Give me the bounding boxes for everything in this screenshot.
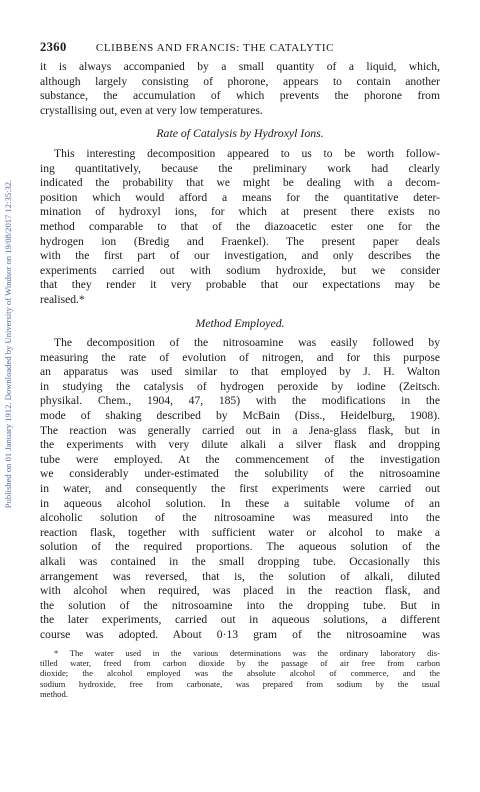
footnote-line: tilled water, freed from carbon dioxide by the passage of air free from carbon [40, 657, 440, 668]
section-heading-rate-of-catalysis: Rate of Catalysis by Hydroxyl Ions. [156, 126, 324, 141]
text-line: the experiments with very dilute alkali a silver flask and dropping [40, 438, 440, 452]
text-line: experiments carried out with sodium hydroxide, but we consider [40, 263, 440, 277]
download-watermark-text: Published on 01 January 1912. Downloaded by University of Windsor on 19/08/2017 12:35:32. [3, 179, 14, 509]
text-line: crystallising out, even at very low temperatures. [40, 103, 263, 117]
section-heading-method-employed: Method Employed. [195, 315, 285, 330]
text-line: reaction flask, together with sufficient water or alcohol to make a [40, 525, 440, 539]
text-line: measuring the rate of evolution of nitrogen, and for this purpose [40, 350, 440, 364]
paragraph-2 [40, 147, 440, 308]
text-line: ing quantitatively, because the preliminary work had clearly [40, 161, 440, 175]
running-title: CLIBBENS AND FRANCIS: THE CATALYTIC [95, 42, 335, 54]
page-number: 2360 [40, 40, 67, 54]
text-line: the later experiments, carried out in aqueous solutions, a different [40, 613, 440, 627]
download-watermark [2, 84, 14, 604]
text-line: with alcohol when required, was placed in the reaction flask, and [40, 584, 440, 598]
footnote [40, 648, 440, 700]
text-line: in studying the catalysis of hydrogen peroxide by iodine (Zeitsch. [40, 379, 440, 393]
text-line: that they render it very probable that our expectations may be [40, 278, 440, 292]
footnote-line: sodium hydroxide, free from carbonate, was prepared from sodium by the usual [40, 678, 440, 689]
text-line: substance, the accumulation of which prevents the phorone from [40, 89, 440, 103]
text-line: in aqueous alcohol solution. In these a suitable volume of an [40, 496, 440, 510]
footnote-line: * The water used in the various determinations was the ordinary laboratory dis- [54, 647, 440, 658]
text-line: method comparable to that of the diazoacetic ester one for the [40, 219, 440, 233]
text-line: mination of hydroxyl ions, for which at present there exists no [40, 205, 440, 219]
text-line: course was adopted. About 0·13 gram of the nitrosoamine was [40, 627, 440, 641]
text-line: realised.* [40, 292, 85, 306]
text-line: with the first part of our investigation, and only describes the [40, 249, 440, 263]
text-line: indicated the probability that we might be dealing with a decom- [40, 176, 440, 190]
text-line: in water, and consequently the first experiments were carried out [40, 482, 440, 496]
footnote-line: dioxide; the alcohol employed was the absolute alcohol of commerce, and the [40, 668, 440, 679]
text-line: position which would afford a means for the quantitative deter- [40, 190, 440, 204]
text-line: hydrogen ion (Bredig and Fraenkel). The present paper deals [40, 234, 440, 248]
text-line: alkali was contained in the small dropping tube. Occasionally this [40, 555, 440, 568]
text-line: tube were employed. At the commencement of the investigation [40, 452, 440, 466]
text-line: physikal. Chem., 1904, 47, 185) with the modifications in the [40, 394, 440, 408]
text-line: solution of the required proportions. The aqueous solution of the [40, 540, 440, 554]
article-body [40, 60, 440, 700]
text-line: arrangement was reversed, that is, the solution of alkali, diluted [40, 569, 440, 583]
text-line: the solution of the nitrosoamine into the dropping tube. But in [40, 598, 440, 612]
text-line: it is always accompanied by a small quantity of a liquid, which, [40, 60, 440, 73]
footnote-line: method. [40, 689, 68, 700]
text-line: mode of shaking described by McBain (Diss., Heidelburg, 1908). [40, 409, 440, 423]
text-line: The decomposition of the nitrosoamine was easily followed by [54, 336, 440, 350]
paragraph-3 [40, 336, 440, 642]
paragraph-1 [40, 60, 440, 118]
text-line: we considerably under-estimated the solubility of the nitrosoamine [40, 467, 440, 481]
text-line: an apparatus was used similar to that employed by J. H. Walton [40, 365, 440, 379]
text-line: although largely consisting of phorone, appears to contain another [40, 74, 440, 88]
text-line: The reaction was generally carried out in a Jena-glass flask, but in [40, 423, 440, 437]
running-head [40, 40, 440, 55]
text-line: alcoholic solution of the nitrosoamine was measured into the [40, 511, 440, 525]
text-line: This interesting decomposition appeared to us to be worth follow- [54, 146, 440, 160]
